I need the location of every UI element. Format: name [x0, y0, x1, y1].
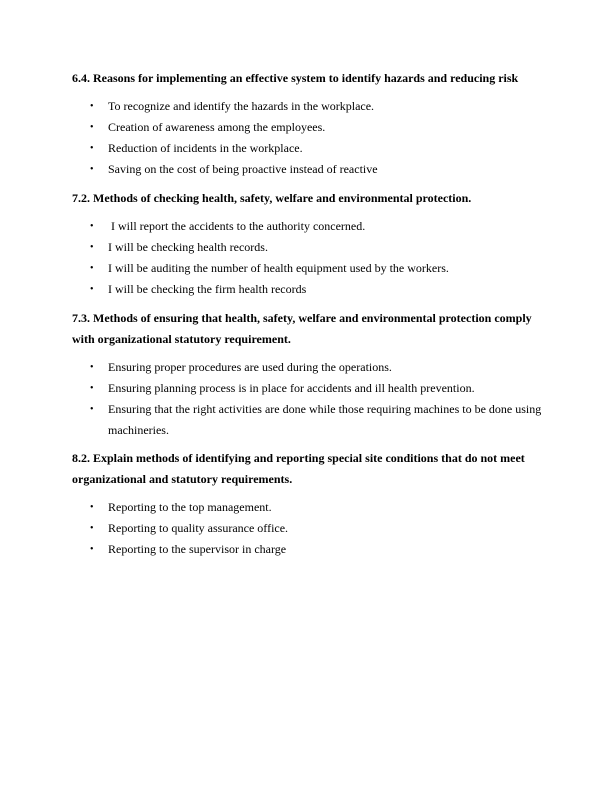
list-item: • Reporting to the supervisor in charge	[72, 539, 542, 560]
list-item: • Reporting to quality assurance office.	[72, 518, 542, 539]
list-item: • Ensuring proper procedures are used during the operations.	[72, 357, 542, 378]
list-item: • Creation of awareness among the employees.	[72, 117, 542, 138]
list-item: • Reporting to the top management.	[72, 497, 542, 518]
bullet-list-8-2	[72, 497, 542, 560]
bullet-icon: •	[90, 523, 94, 534]
section-heading-7-2: 7.2. Methods of checking health, safety, welfare and environmental protection.	[72, 191, 472, 205]
list-item: • To recognize and identify the hazards in the workplace.	[72, 96, 542, 117]
bullet-icon: •	[90, 502, 94, 513]
bullet-icon: •	[90, 101, 94, 112]
list-item: • Saving on the cost of being proactive instead of reactive	[72, 159, 542, 180]
bullet-list-6-4	[72, 96, 542, 180]
list-item: • I will be checking health records.	[72, 237, 542, 258]
bullet-list-7-3	[72, 357, 542, 441]
bullet-icon: •	[90, 242, 94, 253]
list-item: • Ensuring planning process is in place for accidents and ill health prevention.	[72, 378, 542, 399]
bullet-icon: •	[90, 122, 94, 133]
bullet-list-7-2	[72, 216, 542, 300]
section-heading-7-3: 7.3. Methods of ensuring that health, safety, welfare and environmental protection comply with organizational statutory requirement.	[72, 311, 532, 346]
list-item: • I will be checking the firm health records	[72, 279, 542, 300]
list-item: • Reduction of incidents in the workplace.	[72, 138, 542, 159]
bullet-icon: •	[90, 404, 94, 415]
bullet-icon: •	[90, 221, 94, 232]
bullet-icon: •	[90, 544, 94, 555]
bullet-icon: •	[90, 383, 94, 394]
list-item: • Ensuring that the right activities are done while those requiring machines to be done using machineries.	[72, 399, 542, 441]
bullet-icon: •	[90, 362, 94, 373]
section-heading-8-2: 8.2. Explain methods of identifying and reporting special site conditions that do not meet organizational and statutory requirements.	[72, 451, 525, 486]
bullet-icon: •	[90, 143, 94, 154]
bullet-icon: •	[90, 164, 94, 175]
bullet-icon: •	[90, 284, 94, 295]
section-heading-6-4: 6.4. Reasons for implementing an effective system to identify hazards and reducing risk	[72, 71, 519, 85]
bullet-icon: •	[90, 263, 94, 274]
list-item: • I will be auditing the number of health equipment used by the workers.	[72, 258, 542, 279]
list-item: • I will report the accidents to the authority concerned.	[72, 216, 542, 237]
